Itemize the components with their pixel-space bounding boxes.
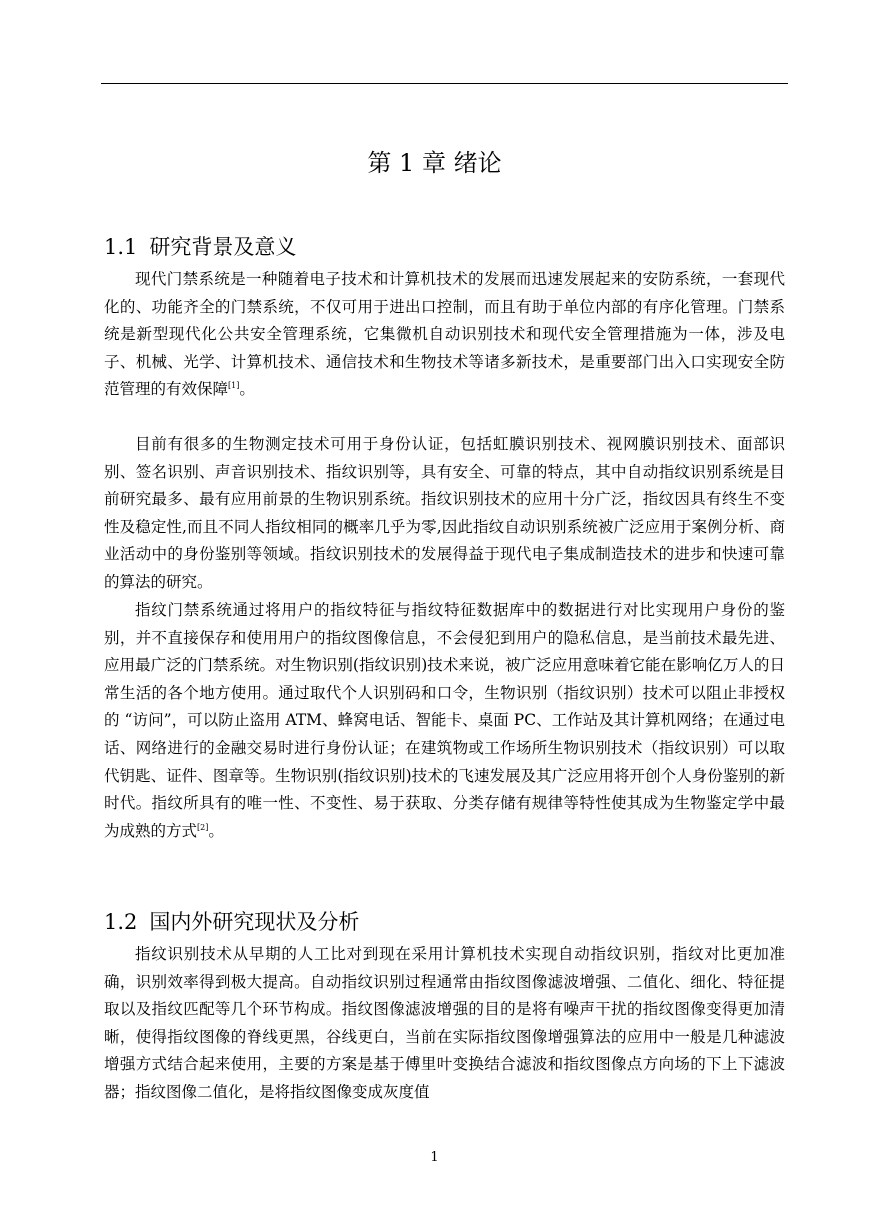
section-heading-1-1: [104, 232, 296, 262]
section-title: 研究背景及意义: [149, 235, 297, 259]
citation-ref: [2]: [197, 822, 209, 832]
page-number: 1: [430, 1150, 439, 1165]
section-number: 1.1: [104, 235, 138, 259]
section-number: 1.2: [104, 910, 138, 934]
paragraph-4: [104, 941, 785, 1107]
paragraph-text: 现代门禁系统是一种随着电子技术和计算机技术的发展而迅速发展起来的安防系统，一套现代化的、功能齐全的门禁系统，不仅可用于进出口控制，而且有助于单位内部的有序化管理。门禁系统是新型现代化公共安全管理系统，它集微机自动识别技术和现代安全管理措施为一体，涉及电子、机械、光学、计算机技术、通信技术和生物技术等诸多新技术，是重要部门出入口实现安全防范管理的有效保障: [104, 270, 785, 399]
paragraph-text: 指纹门禁系统通过将用户的指纹特征与指纹特征数据库中的数据进行对比实现用户身份的鉴别，并不直接保存和使用用户的指纹图像信息，不会侵犯到用户的隐私信息，是当前技术最先进、应用最广泛的门禁系统。对生物识别(指纹识别)技术来说，被广泛应用意味着它能在影响亿万人的日常生活的各个地方使用。通过取代个人识别码和口令，生物识别（指纹识别）技术可以阻止非授权的 “访问”，可以防止盗用 ATM、蜂窝电话、智能卡、桌面 PC、工作站及其计算机网络；在通过电话、网络进行的金融交易时进行身份认证；在建筑物或工作场所生物识别技术（指纹识别）可以取代钥匙、证件、图章等。生物识别(指纹识别)技术的飞速发展及其广泛应用将开创个人身份鉴别的新时代。指纹所具有的唯一性、不变性、易于获取、分类存储有规律等特性使其成为生物鉴定学中最为成熟的方式: [104, 601, 785, 840]
paragraph-text: 指纹识别技术从早期的人工比对到现在采用计算机技术实现自动指纹识别，指纹对比更加准确，识别效率得到极大提高。自动指纹识别过程通常由指纹图像滤波增强、二值化、细化、特征提取以及指纹匹配等几个环节构成。指纹图像滤波增强的目的是将有噪声干扰的指纹图像变得更加清晰，使得指纹图像的脊线更黑，谷线更白，当前在实际指纹图像增强算法的应用中一般是几种滤波增强方式结合起来使用，主要的方案是基于傅里叶变换结合滤波和指纹图像点方向场的下上下滤波器；指纹图像二值化，是将指纹图像变成灰度值: [104, 945, 785, 1101]
section-title: 国内外研究现状及分析: [149, 910, 360, 934]
paragraph-end: 。: [239, 380, 255, 399]
paragraph-1: [104, 266, 785, 404]
header-rule: [101, 83, 788, 84]
paragraph-text: 目前有很多的生物测定技术可用于身份认证，包括虹膜识别技术、视网膜识别技术、面部识别、签名识别、声音识别技术、指纹识别等，具有安全、可靠的特点，其中自动指纹识别系统是目前研究最多、最有应用前景的生物识别系统。指纹识别技术的应用十分广泛，指纹因具有终生不变性及稳定性,而且不同人指纹相同的概率几乎为零,因此指纹自动识别系统被广泛应用于案例分析、商业活动中的身份鉴别等领域。指纹识别技术的发展得益于现代电子集成制造技术的进步和快速可靠的算法的研究。: [104, 435, 785, 591]
paragraph-end: 。: [208, 821, 224, 840]
paragraph-2: [104, 431, 785, 597]
citation-ref: [1]: [228, 381, 240, 391]
chapter-title: 第 1 章 绪论: [367, 149, 502, 177]
paragraph-3: [104, 597, 785, 845]
section-heading-1-2: [104, 907, 359, 937]
